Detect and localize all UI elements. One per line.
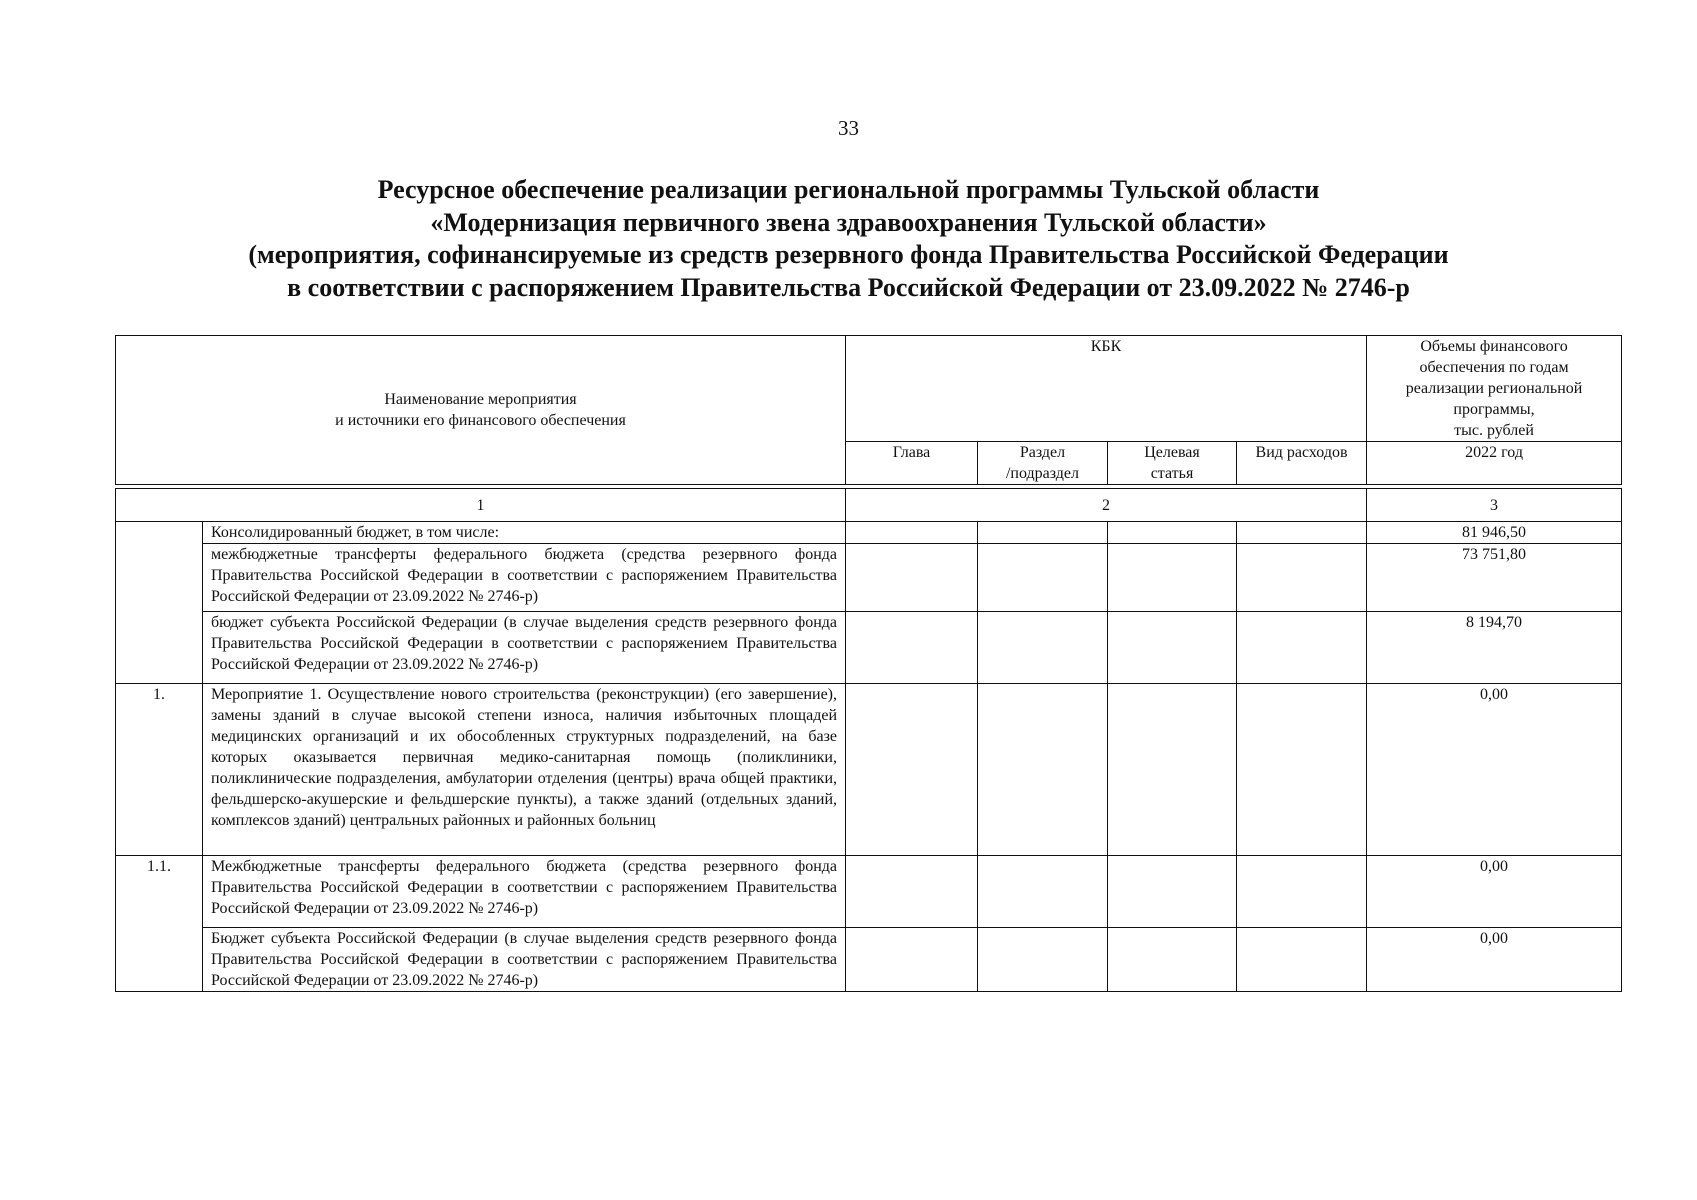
row-name: Консолидированный бюджет, в том числе: <box>203 522 846 544</box>
row-number: 1.1. <box>116 856 203 992</box>
row-amount: 0,00 <box>1367 928 1622 992</box>
document-title <box>0 174 1697 304</box>
title-line-2: «Модернизация первичного звена здравоохранения Тульской области» <box>430 207 1267 237</box>
header-celevaya: Целевая статья <box>1108 442 1237 485</box>
header-kbk: КБК <box>846 336 1367 442</box>
row-name: Мероприятие 1. Осуществление нового строительства (реконструкции) (его завершение), замены зданий в случае высокой степени износа, наличия избыточных площадей медицинских организаций и их обособленных структурных подразделений, на базе которых оказывается первичная медико-санитарная помощь (поликлиники, поликлинические подразделения, амбулатории отделения (центры) врача общей практики, фельдшерско-акушерские и фельдшерские пункты), а также зданий (отдельных зданий, комплексов зданий) центральных районных и районных больниц <box>203 684 846 856</box>
row-number: 1. <box>116 684 203 856</box>
col-number-1: 1 <box>116 489 846 522</box>
table-row <box>116 684 1622 856</box>
row-amount: 73 751,80 <box>1367 544 1622 612</box>
header-glava: Глава <box>846 442 978 485</box>
title-line-4: в соответствии с распоряжением Правительства Российской Федерации от 23.09.2022 № 2746-р <box>287 272 1410 302</box>
col-number-3: 3 <box>1367 489 1622 522</box>
body-table <box>115 488 1622 992</box>
row-amount: 0,00 <box>1367 684 1622 856</box>
column-number-row <box>116 489 1622 522</box>
table-row <box>116 544 1622 612</box>
row-name: межбюджетные трансферты федерального бюджета (средства резервного фонда Правительства Российской Федерации в соответствии с распоряжением Правительства Российской Федерации от 23.09.2022 № 2746-р) <box>203 544 846 612</box>
header-razdel: Раздел /подраздел <box>978 442 1108 485</box>
row-number <box>116 522 203 684</box>
header-vid: Вид расходов <box>1237 442 1367 485</box>
header-name-column: Наименование мероприятия и источники его финансового обеспечения <box>116 336 846 485</box>
page-number: 33 <box>838 116 859 140</box>
header-table <box>115 335 1622 485</box>
col-number-2: 2 <box>846 489 1367 522</box>
title-line-3: (мероприятия, софинансируемые из средств резервного фонда Правительства Российской Федерации <box>248 240 1449 269</box>
row-name: Межбюджетные трансферты федерального бюджета (средства резервного фонда Правительства Российской Федерации в соответствии с распоряжением Правительства Российской Федерации от 23.09.2022 № 2746-р) <box>203 856 846 928</box>
row-amount: 0,00 <box>1367 856 1622 928</box>
table-row <box>116 612 1622 684</box>
row-name: бюджет субъекта Российской Федерации (в случае выделения средств резервного фонда Правительства Российской Федерации в соответствии с распоряжением Правительства Российской Федерации от 23.09.2022 № 2746-р) <box>203 612 846 684</box>
row-name: Бюджет субъекта Российской Федерации (в случае выделения средств резервного фонда Правительства Российской Федерации в соответствии с распоряжением Правительства Российской Федерации от 23.09.2022 № 2746-р) <box>203 928 846 992</box>
row-amount: 81 946,50 <box>1367 522 1622 544</box>
title-line-1: Ресурсное обеспечение реализации региональной программы Тульской области <box>377 175 1320 204</box>
header-year: 2022 год <box>1367 442 1622 485</box>
table-row <box>116 928 1622 992</box>
header-volume: Объемы финансового обеспечения по годам реализации региональной программы, тыс. рублей <box>1367 336 1622 442</box>
table-row <box>116 522 1622 544</box>
row-amount: 8 194,70 <box>1367 612 1622 684</box>
table-row <box>116 856 1622 928</box>
